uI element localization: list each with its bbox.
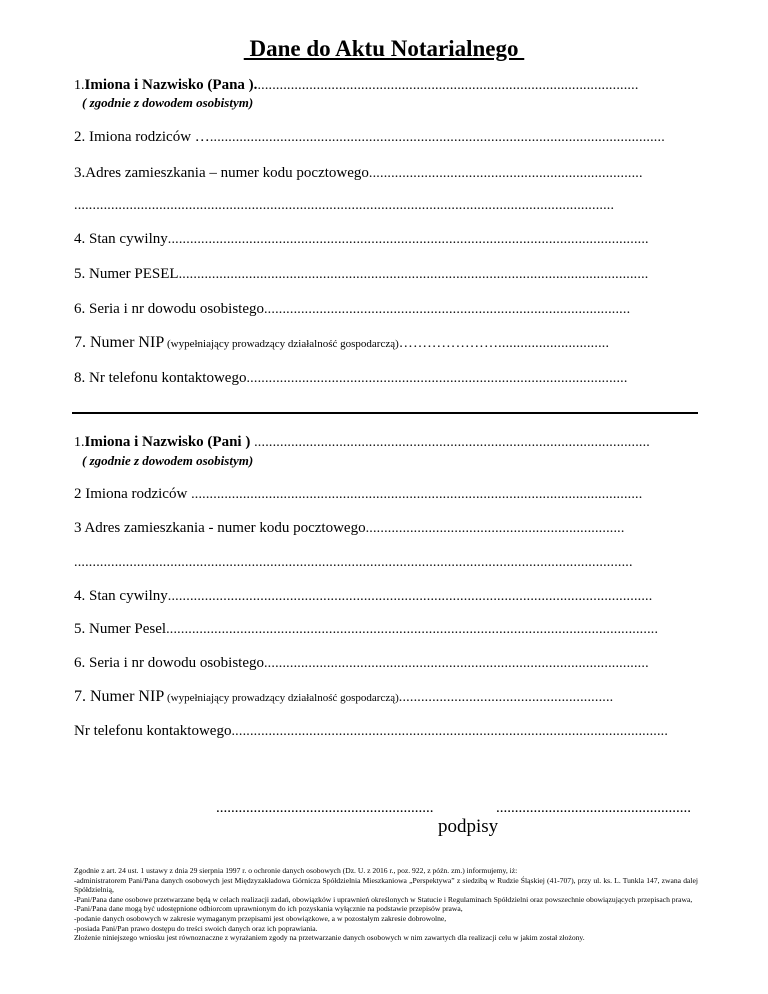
notice-line: -administratorem Pani/Pana danych osobowych jest Międzyzakładowa Górnicza Spółdzielnia Mieszkaniowa „Perspektywa” z siedzibą w Rudzie Śląskiej (41-707), przy ul. ks. L. Tunkla 147, zwana dalej Spółdzielnią, — [74, 875, 698, 895]
husband-parents-field[interactable] — [74, 128, 698, 147]
field-label: 7. Numer NIP — [74, 334, 165, 351]
wife-address-field[interactable] — [74, 519, 698, 538]
fill-line: ...................................................................................................................... — [231, 724, 669, 739]
notice-line: Złożenie niniejszego wniosku jest równoznaczne z wyrażaniem zgody na przetwarzanie danych osobowych w nim zawartych dla realizacji celu w jakim został złożony. — [74, 933, 585, 943]
field-label: 3 Adres zamieszkania - numer kodu pocztowego — [74, 520, 366, 536]
fill-line: .................................................................................................................................. — [167, 232, 649, 247]
wife-pesel-field[interactable] — [74, 620, 698, 639]
notice-line: -posiada Pani/Pan prawo dostępu do treści swoich danych oraz ich poprawiania. — [74, 923, 318, 933]
husband-address-line2[interactable] — [74, 196, 698, 215]
field-number: 1. — [74, 435, 85, 450]
field-label: 7. Numer NIP — [74, 688, 165, 705]
husband-id-card-field[interactable] — [74, 300, 698, 319]
husband-marital-status-field[interactable] — [74, 230, 698, 249]
fill-line: .................................................................................................................................................. — [74, 198, 615, 213]
fill-line: ........................................................................................................ — [263, 656, 649, 671]
notice-line: -Pani/Pana dane osobowe przetwarzane będą w celach realizacji zadań, obowiązków i uprawnień określonych w Statucie i Regulaminach Spółdzielni oraz powszechnie obowiązujących przepisach prawa, — [74, 894, 693, 904]
field-label: 2 Imiona rodziców — [74, 486, 192, 502]
notice-line: -Pani/Pana dane mogą być udostępnione odbiorcom uprawnionym do ich pozyskania wyłącznie na podstawie przepisów prawa, — [74, 904, 463, 914]
fill-line: .......................................................... — [398, 690, 614, 705]
fill-line: ....................................................................................................................................................... — [74, 555, 633, 570]
notice-line: -podanie danych osobowych w zakresie wymaganym przepisami jest obowiązkowe, a w pozostałym zakresie dobrowolne, — [74, 913, 447, 923]
gdpr-notice — [74, 866, 698, 943]
field-hint: ( zgodnie z dowodem osobistym) — [82, 95, 254, 110]
document-title: Dane do Aktu Notarialnego — [243, 36, 525, 61]
field-label: 4. Stan cywilny — [74, 588, 168, 604]
field-label: 3.Adres zamieszkania – numer kodu pocztowego — [74, 165, 369, 181]
field-note: (wypełniający prowadzący działalność gospodarczą) — [164, 338, 399, 350]
fill-line: ........................................................................................................................... — [209, 130, 665, 145]
wife-parents-field[interactable] — [74, 485, 698, 504]
field-hint: ( zgodnie z dowodem osobistym) — [82, 453, 254, 468]
fill-line: .......................................................................................................................... — [191, 487, 643, 502]
husband-name-field[interactable] — [74, 76, 698, 95]
field-label: 4. Stan cywilny — [74, 231, 168, 247]
field-label: 6. Seria i nr dowodu osobistego — [74, 655, 264, 671]
husband-phone-field[interactable] — [74, 369, 698, 388]
fill-line: ..................................................................................................................................... — [166, 622, 659, 637]
fill-line: ........................................................................................................... — [254, 435, 650, 450]
fill-line: ....................................................................................................... — [257, 78, 639, 93]
fill-line: ................................................................................................................................... — [167, 589, 653, 604]
wife-name-field[interactable] — [74, 433, 698, 452]
notice-line: Zgodnie z art. 24 ust. 1 ustawy z dnia 29 sierpnia 1997 r. o ochronie danych osobowych (Dz. U. z 2016 r., poz. 922, z późn. zm.) informujemy, iż: — [74, 866, 518, 875]
fill-line: ....................................................................................................... — [246, 371, 628, 386]
fill-line: ............................................................................................................................... — [178, 267, 649, 282]
field-label: 5. Numer Pesel — [74, 621, 167, 637]
field-label: 5. Numer PESEL — [74, 266, 179, 282]
wife-nip-field[interactable] — [74, 688, 698, 707]
husband-pesel-field[interactable] — [74, 265, 698, 284]
fill-line: ………………….............................. — [398, 336, 610, 351]
field-label: 6. Seria i nr dowodu osobistego — [74, 301, 264, 317]
field-label: Nr telefonu kontaktowego — [74, 723, 232, 739]
field-label: 2. Imiona rodziców … — [74, 129, 210, 145]
wife-address-line2[interactable] — [74, 553, 698, 572]
section-divider — [72, 412, 698, 414]
signatures-label: podpisy — [438, 816, 499, 837]
field-number: 1. — [74, 78, 85, 93]
signature-line-left[interactable]: .......................................................... — [216, 800, 434, 816]
wife-marital-status-field[interactable] — [74, 587, 698, 606]
fill-line: ...................................................................... — [365, 521, 625, 536]
wife-phone-field[interactable] — [74, 722, 698, 741]
husband-nip-field[interactable] — [74, 334, 698, 353]
fill-line: .......................................................................... — [368, 166, 643, 181]
field-label: Imiona i Nazwisko (Pana ). — [84, 77, 258, 93]
husband-address-field[interactable] — [74, 164, 698, 183]
field-note: (wypełniający prowadzący działalność gospodarczą) — [164, 692, 399, 704]
field-label: 8. Nr telefonu kontaktowego — [74, 370, 247, 386]
signature-line-right[interactable]: .................................................... — [496, 800, 691, 816]
field-label: Imiona i Nazwisko (Pani ) — [84, 434, 255, 450]
fill-line: ................................................................................................... — [263, 302, 631, 317]
wife-id-card-field[interactable] — [74, 654, 698, 673]
